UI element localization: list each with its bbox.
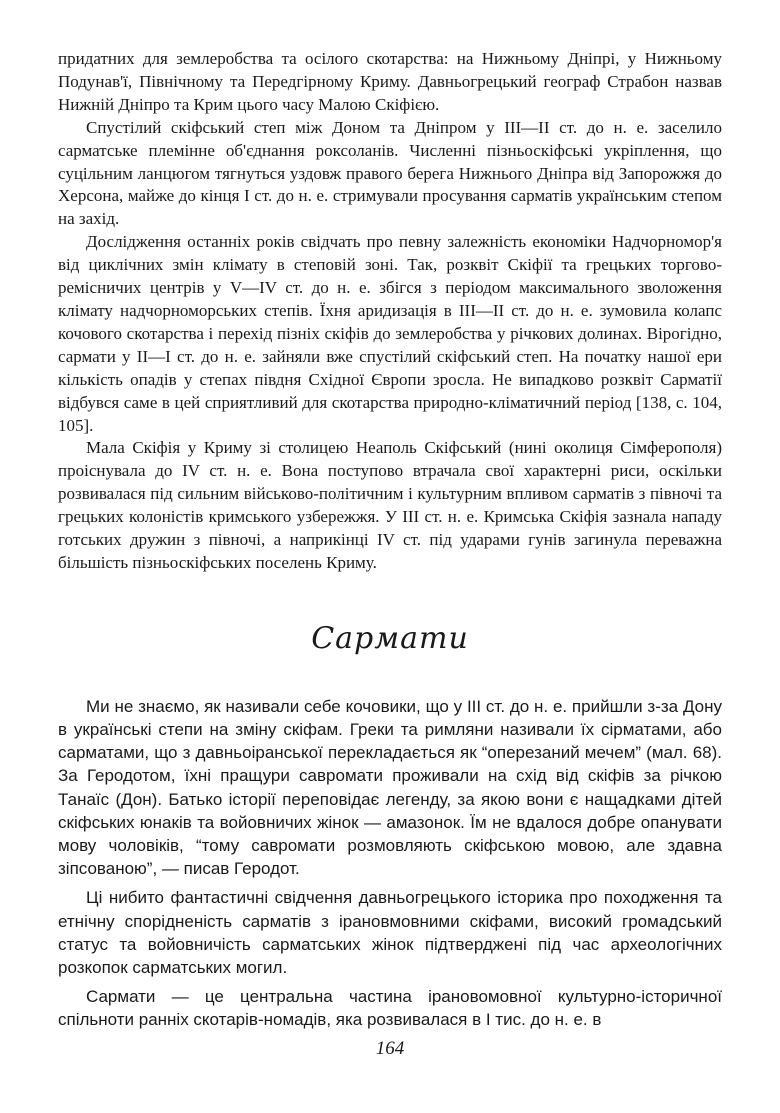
paragraph-sarmatians-origin: Ми не знаємо, як називали себе кочовики, що у III ст. до н. е. прийшли з-за Дону в українські степи на зміну скіфам. Греки та римляни називали їх сірматами, або сарматами, що з давньоіранської перекладається як “оперезаний мечем” (мал. 68). За Геродотом, їхні пращури савромати проживали на схід від скіфів за річкою Танаїс (Дон). Батько історії переповідає легенду, за якою вони є нащадками дітей скіфських юнаків та войовничих жінок — амазонок. Їм не вдалося добре опанувати мову чоловіків, “тому савромати розмовляють скіфською мовою, але здавна зіпсованою”, — писав Геродот.	[58, 696, 722, 879]
page-body	[58, 48, 722, 1038]
paragraph-continued: придатних для землеробства та осілого скотарства: на Нижньому Дніпрі, у Нижньому Подунав'ї, Північному та Передгірному Криму. Давньогрецький географ Страбон назвав Нижній Дніпро та Крим цього часу Малою Скіфією.	[58, 49, 722, 114]
paragraph-climate: Дослідження останніх років свідчать про певну залежність економіки Надчорномор'я від циклічних змін клімату в степовій зоні. Так, розквіт Скіфії та грецьких торгово-ремісничих центрів у V—IV ст. до н. е. збігся з періодом максимального зволоження клімату надчорноморських степів. Їхня аридизація в III—II ст. до н. е. зумовила колапс кочового скотарства і перехід пізніх скіфів до землеробства у річкових долинах. Вірогідно, сармати у II—I ст. до н. е. зайняли вже спустілий скіфський степ. На початку нашої ери кількість опадів у степах півдня Східної Європи зросла. Не випадково розквіт Сарматії відбувся саме в цей сприятливий для скотарства природно-кліматичний період [138, с. 104, 105].	[58, 232, 722, 435]
section-sarmatians-text	[58, 695, 722, 1032]
paragraph-lesser-scythia: Мала Скіфія у Криму зі столицею Неаполь Скіфський (нині околиця Сімферополя) проіснувала до IV ст. н. е. Вона поступово втрачала свої характерні риси, оскільки розвивалася під сильним військово-політичним і культурним впливом сарматів з півночі та грецьких колоністів кримського узбережжя. У III ст. н. е. Кримська Скіфія зазнала нападу готських дружин з півночі, а наприкінці IV ст. під ударами гунів загинула переважна більшість пізньоскіфських поселень Криму.	[58, 438, 722, 572]
paragraph-sarmatian-community: Сармати — це центральна частина ірановомовної культурно-історичної спільноти ранніх скотарів-номадів, яка розвивалася в I тис. до н. е. в	[58, 987, 722, 1030]
section-heading: Сармати	[311, 620, 469, 656]
section-scythia-text	[58, 48, 722, 575]
paragraph-roxolani: Спустілий скіфський степ між Доном та Дніпром у III—II ст. до н. е. заселило сарматське племінне об'єднання роксоланів. Численні пізньоскіфські укріплення, що суцільним ланцюгом тягнуться уздовж правого берега Нижнього Дніпра від Запорожжя до Херсона, майже до кінця I ст. до н. е. стримували просування сарматів українським степом на захід.	[58, 117, 722, 229]
paragraph-herodotus-evidence: Ці нибито фантастичні свідчення давньогрецького історика про походження та етнічну спорідненість сарматів з ірановмовними скіфами, високий громадський статус та войовничість сарматських жінок підтверджені під час археологічних розкопок сарматських могил.	[58, 888, 722, 978]
page-number: 164	[375, 1038, 405, 1059]
